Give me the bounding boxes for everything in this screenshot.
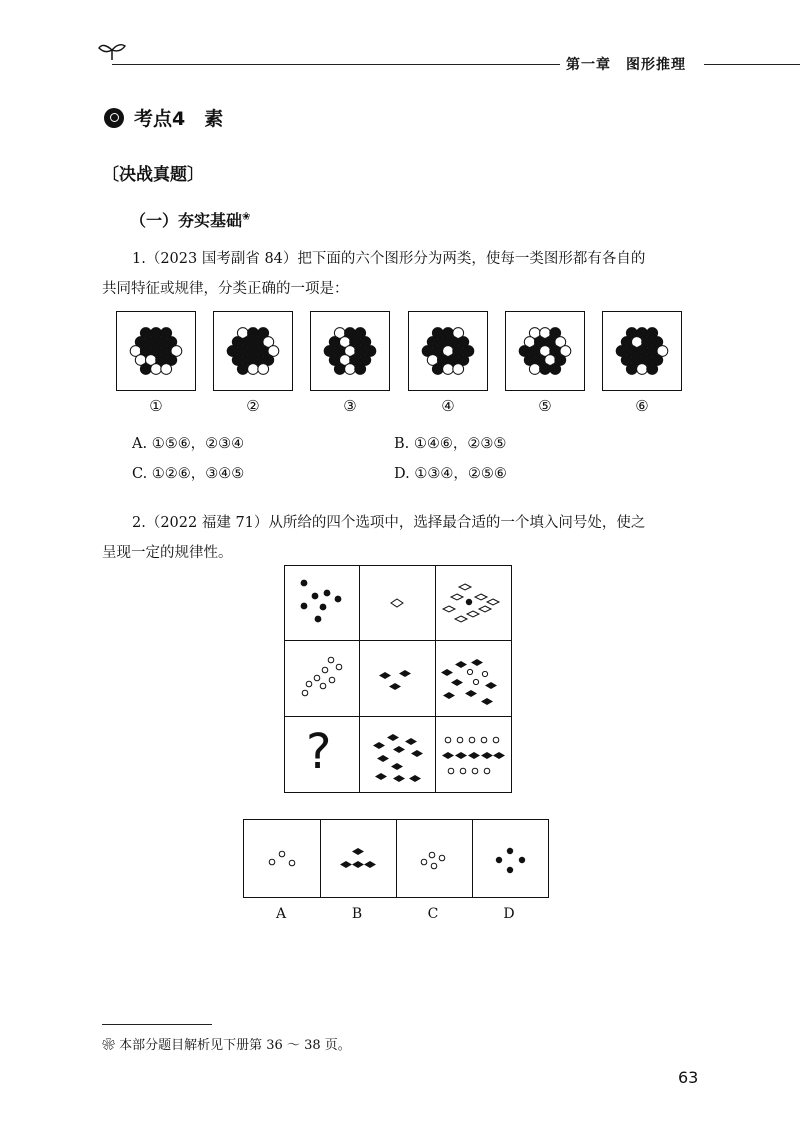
topic-badge-icon xyxy=(104,108,124,128)
cell-r1c1 xyxy=(301,580,342,623)
answer-b-shapes xyxy=(340,848,376,868)
q2-answer-options xyxy=(243,819,549,898)
hollow-circle xyxy=(151,364,162,375)
filled-circle xyxy=(237,364,248,375)
header-rule-right xyxy=(704,64,800,65)
cell-r2c3 xyxy=(441,659,497,705)
cell-r2c1 xyxy=(302,657,342,696)
section-heading: 〔决战真题〕 xyxy=(102,165,204,185)
hollow-circle xyxy=(529,364,540,375)
question1-text xyxy=(102,244,702,304)
q1-label-6: ⑥ xyxy=(635,397,649,415)
answer-label-d: D xyxy=(503,906,515,922)
q1-option-d: D. ①③④，②⑤⑥ xyxy=(394,466,507,482)
filled-circle xyxy=(432,364,443,375)
question2-line2: 呈现一定的规律性。 xyxy=(102,545,233,561)
q1-figure-6 xyxy=(602,311,682,391)
note-mark-icon: ❀ xyxy=(242,211,251,223)
filled-circle xyxy=(550,364,561,375)
filled-circle xyxy=(140,364,151,375)
answer-c-shapes xyxy=(421,852,445,869)
hollow-circle xyxy=(637,364,648,375)
hollow-circle xyxy=(161,364,172,375)
cell-r3c3 xyxy=(442,737,505,774)
chapter-title: 图形推理 xyxy=(626,57,686,73)
q1-option-b: B. ①④⑥，②③⑤ xyxy=(394,436,507,452)
q2-answer-shapes xyxy=(244,820,548,897)
answer-d-shapes xyxy=(496,848,525,873)
q1-option-c: C. ①②⑥，③④⑤ xyxy=(132,466,245,482)
q1-figure-1 xyxy=(116,311,196,391)
sprout-icon xyxy=(97,40,127,62)
chapter-number: 第一章 xyxy=(566,57,611,73)
cell-r1c2 xyxy=(391,599,403,607)
cell-r1c3 xyxy=(443,584,499,622)
question2-text xyxy=(102,508,702,568)
q1-figure-4 xyxy=(408,311,488,391)
answer-a-shapes xyxy=(269,851,295,866)
cell-r2c2 xyxy=(379,670,411,690)
q1-label-4: ④ xyxy=(441,397,455,415)
chapter-heading xyxy=(566,54,686,74)
footnote-text: ❀ 本部分题目解析见下册第 36 ～ 38 页。 xyxy=(102,1038,351,1053)
q1-label-5: ⑤ xyxy=(538,397,552,415)
hollow-circle xyxy=(258,364,269,375)
cell-r3c2 xyxy=(373,734,423,782)
answer-label-b: B xyxy=(351,906,363,922)
q2-puzzle-grid xyxy=(284,565,512,793)
hollow-circle xyxy=(453,364,464,375)
question1-line2: 共同特征或规律，分类正确的一项是： xyxy=(102,281,349,297)
topic-title: 考点4 素 xyxy=(134,108,224,130)
topic-heading xyxy=(104,104,223,131)
hollow-circle xyxy=(443,364,454,375)
question1-line1: 1.（2023 国考副省 84）把下面的六个图形分为两类，使每一类图形都有各自的 xyxy=(132,251,646,267)
question2-line1: 2.（2022 福建 71）从所给的四个选项中，选择最合适的一个填入问号处，使之 xyxy=(132,515,646,531)
q1-figure-3 xyxy=(310,311,390,391)
filled-circle xyxy=(626,364,637,375)
header-rule-left xyxy=(112,64,560,65)
filled-circle xyxy=(355,364,366,375)
footnote-rule xyxy=(102,1024,212,1025)
answer-label-a: A xyxy=(275,906,287,922)
q1-figure-5 xyxy=(505,311,585,391)
q1-label-3: ③ xyxy=(343,397,357,415)
hollow-circle xyxy=(345,364,356,375)
hollow-circle xyxy=(248,364,259,375)
q1-label-2: ② xyxy=(246,397,260,415)
filled-circle xyxy=(647,364,658,375)
q1-label-1: ① xyxy=(149,397,163,415)
question-mark: ? xyxy=(306,724,332,780)
filled-circle xyxy=(334,364,345,375)
q1-figure-2 xyxy=(213,311,293,391)
filled-circle xyxy=(540,364,551,375)
subsection-title: （一）夯实基础 xyxy=(130,211,243,230)
answer-label-c: C xyxy=(427,906,439,922)
subsection-heading xyxy=(130,208,250,231)
q1-option-a: A. ①⑤⑥，②③④ xyxy=(132,436,245,452)
page-number: 63 xyxy=(678,1068,699,1087)
